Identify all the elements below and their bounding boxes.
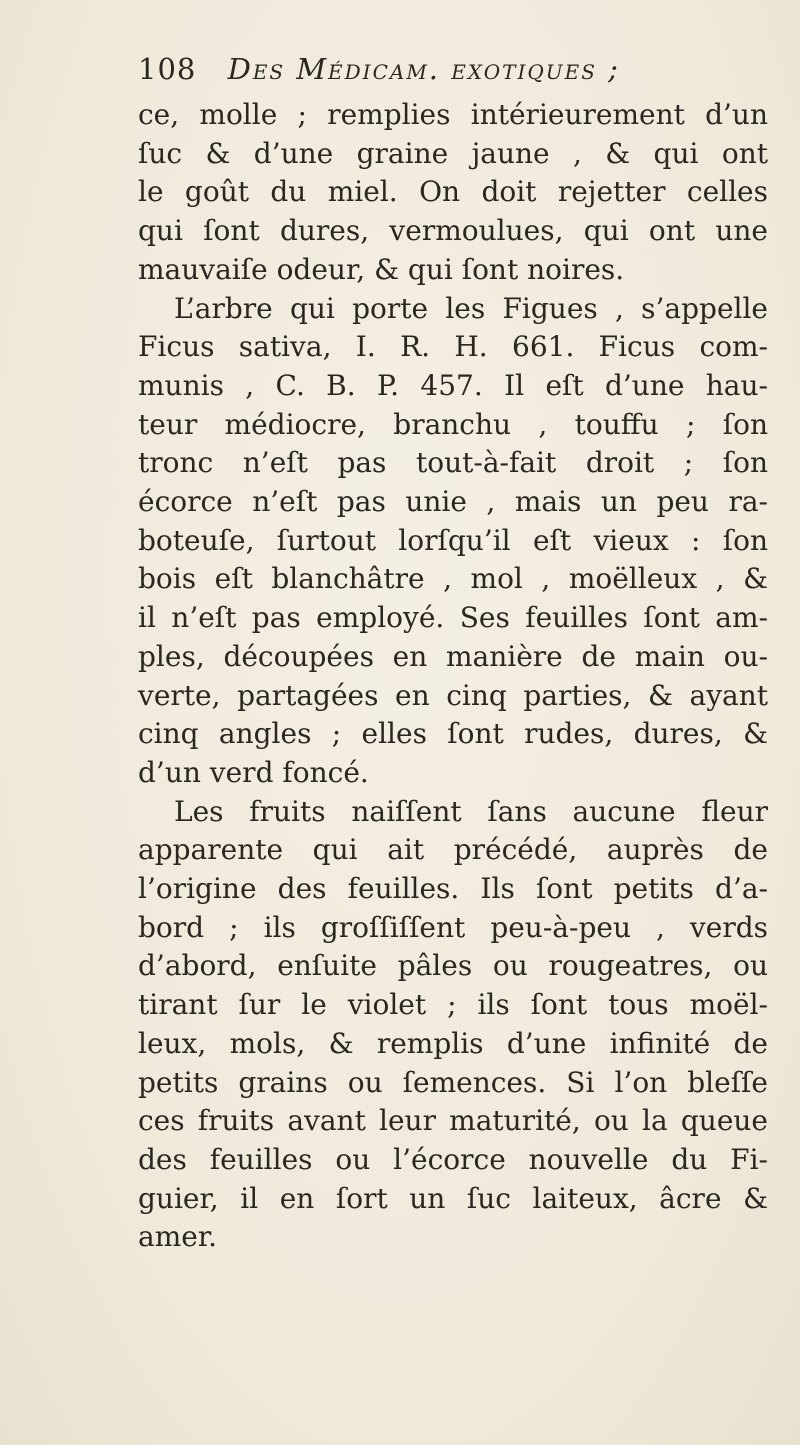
text-line: des feuilles ou l’écorce nouvelle du Fi-: [138, 1142, 768, 1176]
text-line: il n’eſt pas employé. Ses feuilles ſont am-: [138, 601, 768, 635]
text-line: l’origine des feuilles. Ils ſont petits d’a-: [138, 872, 768, 906]
text-line: mauvaiſe odeur, & qui ſont noires.: [138, 252, 625, 286]
text-line: ſuc & d’une graine jaune , & qui ont: [138, 136, 768, 170]
text-line: cinq angles ; elles ſont rudes, dures, &: [138, 717, 768, 751]
text-line: ples, découpées en manière de main ou-: [138, 639, 768, 673]
text-line: teur médiocre, branchu , touffu ; ſon: [138, 407, 768, 441]
text-line: verte, partagées en cinq parties, & ayant: [138, 678, 768, 712]
page-number: 108: [138, 52, 197, 86]
text-line: leux, mols, & remplis d’une infinité de: [138, 1026, 768, 1060]
text-line: apparente qui ait précédé, auprès de: [138, 833, 768, 867]
text-line: bois eſt blanchâtre , mol , moëlleux , &: [138, 562, 768, 596]
text-line: qui ſont dures, vermoulues, qui ont une: [138, 214, 768, 248]
body-text: [138, 96, 768, 1257]
text-line: guier, il en ſort un ſuc laiteux, âcre &: [138, 1181, 768, 1215]
text-line: Ficus sativa, I. R. H. 661. Ficus com-: [138, 330, 768, 364]
text-line: L’arbre qui porte les Figues , s’appelle: [174, 291, 768, 325]
text-line: Les fruits naiſſent ſans aucune fleur: [174, 794, 768, 828]
text-line: ces fruits avant leur maturité, ou la queue: [138, 1104, 768, 1138]
text-line: petits grains ou ſemences. Si l’on bleſſe: [138, 1065, 768, 1099]
text-line: boteuſe, ſurtout lorſqu’il eſt vieux : ſon: [138, 523, 768, 557]
text-line: bord ; ils groſſiſſent peu-à-peu , verds: [138, 910, 768, 944]
text-line: le goût du miel. On doit rejetter celles: [138, 175, 768, 209]
text-line: d’un verd foncé.: [138, 755, 369, 789]
text-line: munis , C. B. P. 457. Il eſt d’une hau-: [138, 368, 768, 402]
running-header: [138, 52, 768, 100]
text-line: amer.: [138, 1220, 218, 1254]
text-line: tirant ſur le violet ; ils ſont tous moël-: [138, 988, 768, 1022]
text-line: d’abord, enſuite pâles ou rougeatres, ou: [138, 949, 768, 983]
text-line: ce, molle ; remplies intérieurement d’un: [138, 98, 768, 131]
text-line: écorce n’eſt pas unie , mais un peu ra-: [138, 485, 768, 519]
text-line: tronc n’eſt pas tout-à-fait droit ; ſon: [138, 446, 768, 480]
running-title: Des Médicam. exotiques ;: [227, 52, 620, 86]
